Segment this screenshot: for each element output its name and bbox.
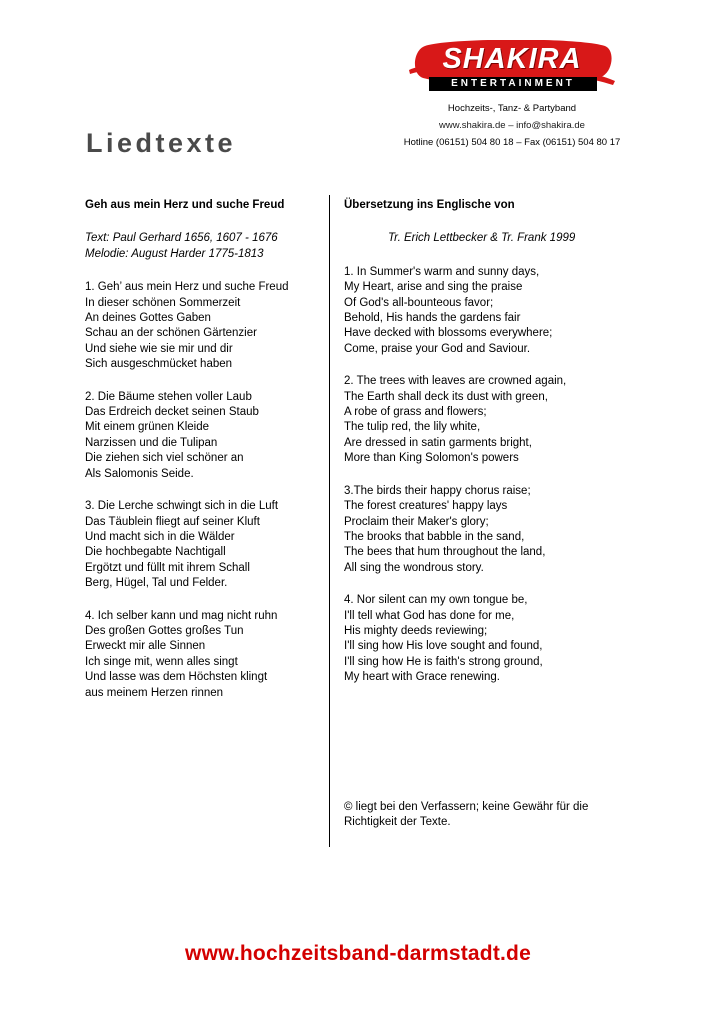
- lyric-line: Have decked with blossoms everywhere;: [344, 327, 553, 340]
- logo-graphic: [407, 40, 617, 98]
- lyric-line: In dieser schönen Sommerzeit: [85, 296, 241, 309]
- logo-phone-contact: Hotline (06151) 504 80 18 – Fax (06151) 504 80 17: [403, 137, 621, 148]
- lyric-line: Proclaim their Maker's glory;: [344, 515, 489, 528]
- logo-brand-text: SHAKIRA: [442, 43, 582, 75]
- lyrics-column-german: [85, 198, 320, 718]
- lyric-line: A robe of grass and flowers;: [344, 406, 487, 419]
- lyric-line: Berg, Hügel, Tal und Felder.: [85, 577, 228, 590]
- lyric-line: 2. Die Bäume stehen voller Laub: [85, 390, 252, 403]
- lyric-line: Are dressed in satin garments bright,: [344, 436, 532, 449]
- stanza-de-3: [85, 499, 320, 591]
- page-title: [86, 128, 236, 159]
- lyric-line: More than King Solomon's powers: [344, 452, 519, 465]
- lyric-line: I'll sing how His love sought and found,: [344, 640, 543, 653]
- lyric-line: His mighty deeds reviewing;: [344, 624, 488, 637]
- lyric-line: My heart with Grace renewing.: [344, 671, 500, 684]
- lyric-line: The brooks that babble in the sand,: [344, 530, 525, 543]
- lyric-line: The tulip red, the lily white,: [344, 421, 481, 434]
- logo-tagline: Hochzeits-, Tanz- & Partyband: [447, 103, 577, 114]
- credits-music-line: Melodie: August Harder 1775-1813: [85, 247, 264, 260]
- lyric-line: Ergötzt und füllt mit ihrem Schall: [85, 561, 250, 574]
- lyric-line: Das Täublein fliegt auf seiner Kluft: [85, 515, 260, 528]
- lyric-line: The bees that hum throughout the land,: [344, 546, 546, 559]
- lyric-line: Schau an der schönen Gärtenzier: [85, 327, 257, 340]
- lyric-line: All sing the wondrous story.: [344, 561, 484, 574]
- lyric-line: Und lasse was dem Höchsten klingt: [85, 671, 268, 684]
- lyric-line: 1. In Summer's warm and sunny days,: [344, 265, 540, 278]
- column-divider: [329, 195, 330, 847]
- lyric-line: Und siehe wie sie mir und dir: [85, 342, 233, 355]
- lyric-line: Ich singe mit, wenn alles singt: [85, 655, 238, 668]
- stanza-en-3: [344, 484, 614, 576]
- stanza-en-2: [344, 374, 614, 466]
- lyric-line: aus meinem Herzen rinnen: [85, 686, 224, 699]
- lyric-line: Of God's all-bounteous favor;: [344, 296, 494, 309]
- lyric-line: My Heart, arise and sing the praise: [344, 281, 523, 294]
- lyric-line: 1. Geh’ aus mein Herz und suche Freud: [85, 281, 289, 294]
- lyric-line: An deines Gottes Gaben: [85, 312, 211, 325]
- lyric-line: 3.The birds their happy chorus raise;: [344, 484, 531, 497]
- lyric-line: Als Salomonis Seide.: [85, 467, 194, 480]
- translation-heading: Übersetzung ins Englische von: [344, 199, 515, 211]
- song-credits: [85, 231, 320, 262]
- stanza-de-4: [85, 609, 320, 701]
- lyric-line: Sich ausgeschmücket haben: [85, 358, 233, 371]
- lyric-line: Come, praise your God and Saviour.: [344, 342, 531, 355]
- lyric-line: Das Erdreich decket seinen Staub: [85, 406, 259, 419]
- stanza-en-1: [344, 265, 614, 357]
- lyric-line: Und macht sich in die Wälder: [85, 530, 235, 543]
- copyright-notice: © liegt bei den Verfassern; keine Gewähr für die Richtigkeit der Texte.: [344, 801, 589, 829]
- lyric-line: Die ziehen sich viel schöner an: [85, 452, 244, 465]
- translator-credits: Tr. Erich Lettbecker & Tr. Frank 1999: [388, 232, 576, 245]
- lyric-line: Behold, His hands the gardens fair: [344, 312, 521, 325]
- song-title: Geh aus mein Herz und suche Freud: [85, 199, 285, 211]
- lyric-line: Narzissen und die Tulipan: [85, 436, 218, 449]
- stanza-de-1: [85, 280, 320, 372]
- page-title-text: Liedtexte: [86, 128, 237, 158]
- lyric-line: 4. Ich selber kann und mag nicht ruhn: [85, 609, 278, 622]
- lyric-line: 2. The trees with leaves are crowned again,: [344, 375, 567, 388]
- credits-text-line: Text: Paul Gerhard 1656, 1607 - 1676: [85, 232, 278, 245]
- band-logo: [382, 40, 642, 149]
- lyric-line: Des großen Gottes großes Tun: [85, 624, 244, 637]
- lyric-line: Erweckt mir alle Sinnen: [85, 640, 206, 653]
- document-header: [0, 36, 716, 158]
- lyric-line: The forest creatures' happy lays: [344, 500, 508, 513]
- lyric-line: 3. Die Lerche schwingt sich in die Luft: [85, 500, 279, 513]
- lyric-line: Die hochbegabte Nachtigall: [85, 546, 226, 559]
- lyric-line: 4. Nor silent can my own tongue be,: [344, 594, 528, 607]
- lyric-line: I'll tell what God has done for me,: [344, 609, 515, 622]
- footer-website-url[interactable]: www.hochzeitsband-darmstadt.de: [185, 942, 531, 965]
- logo-web-contact: www.shakira.de – info@shakira.de: [439, 120, 585, 131]
- logo-subtitle-text: ENTERTAINMENT: [429, 77, 597, 91]
- lyric-line: The Earth shall deck its dust with green,: [344, 390, 548, 403]
- lyric-line: I'll sing how He is faith's strong ground,: [344, 655, 543, 668]
- stanza-en-4: [344, 593, 614, 685]
- lyrics-column-english: [344, 198, 614, 703]
- lyric-line: Mit einem grünen Kleide: [85, 421, 210, 434]
- stanza-de-2: [85, 390, 320, 482]
